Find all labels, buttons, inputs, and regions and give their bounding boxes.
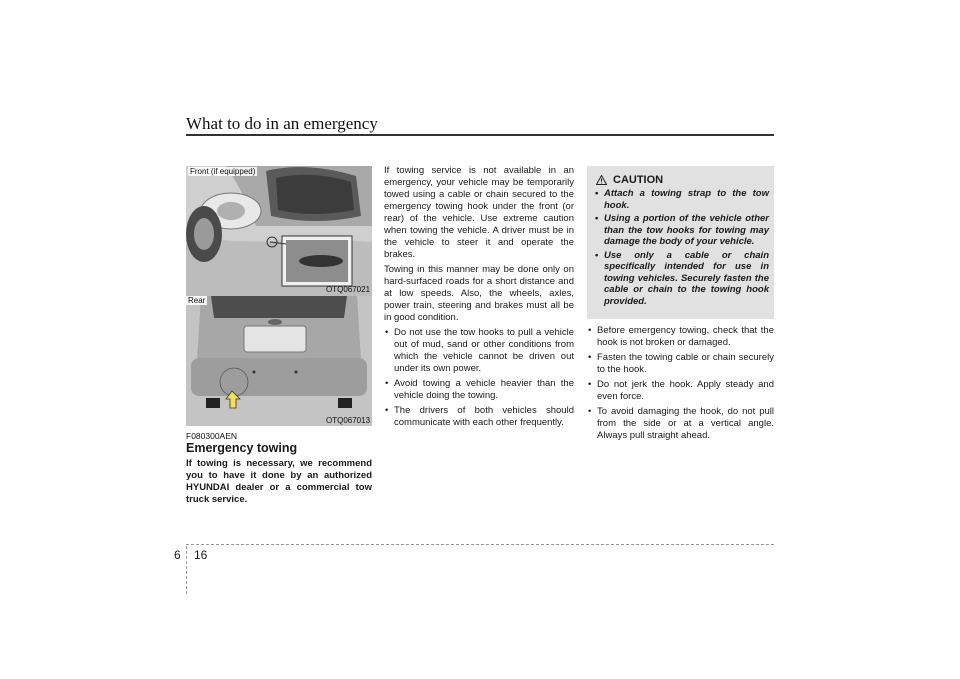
caution-box [587, 166, 774, 319]
front-tow-hook-figure [186, 166, 372, 296]
list-item: • Using a portion of the vehicle other than the tow hooks for towing may damage the body of your vehicle. [594, 213, 769, 248]
list-item: • The drivers of both vehicles should communicate with each other frequently. [384, 405, 574, 429]
rear-figure-code: OTQ067013 [326, 416, 371, 425]
caution-list [594, 188, 769, 307]
hook-usage-list [587, 325, 774, 442]
header-rule [186, 134, 774, 136]
list-item: • Attach a towing strap to the tow hook. [594, 188, 769, 211]
list-item: • Fasten the towing cable or chain securely to the hook. [587, 352, 774, 376]
caution-title: CAUTION [613, 174, 664, 186]
front-figure-code: OTQ067021 [326, 285, 371, 294]
middle-column [384, 165, 574, 432]
list-item: • Do not use the tow hooks to pull a vehicle out of mud, sand or other conditions from which the vehicle cannot be driven out under its own power. [384, 327, 574, 375]
footer-rule [186, 544, 774, 545]
page-number: 16 [194, 548, 208, 562]
warning-triangle-icon [596, 175, 607, 185]
rear-figure-label: Rear [188, 296, 206, 305]
footer-divider [186, 546, 187, 594]
rear-tow-hook-figure [186, 296, 372, 426]
towing-precautions-list [384, 327, 574, 429]
list-item: • To avoid damaging the hook, do not pull from the side or at a vertical angle. Always pull straight ahead. [587, 406, 774, 442]
front-vehicle-illustration [186, 166, 372, 296]
section-intro: If towing is necessary, we recommend you to have it done by an authorized HYUNDAI dealer or a commercial tow truck service. [186, 458, 372, 505]
right-column [587, 325, 774, 445]
caution-header [594, 174, 769, 186]
list-item: • Before emergency towing, check that the hook is not broken or damaged. [587, 325, 774, 349]
towing-paragraph-2: Towing in this manner may be done only on hard-surfaced roads for a short distance and at low speeds. Also, the wheels, axles, power train, steering and brakes must all be in good condition. [384, 264, 574, 323]
rear-vehicle-illustration [186, 296, 372, 426]
list-item: • Avoid towing a vehicle heavier than the vehicle doing the towing. [384, 378, 574, 402]
list-item: • Use only a cable or chain specifically intended for use in towing vehicles. Securely fasten the cable or chain to the towing hook provided. [594, 250, 769, 308]
front-figure-label: Front (if equipped) [190, 167, 256, 176]
chapter-number: 6 [174, 548, 181, 562]
section-title: Emergency towing [186, 441, 298, 455]
section-code: F080300AEN [186, 431, 238, 441]
list-item: • Do not jerk the hook. Apply steady and even force. [587, 379, 774, 403]
page-header-title: What to do in an emergency [186, 114, 378, 133]
towing-paragraph-1: If towing service is not available in an emergency, your vehicle may be temporarily towed using a cable or chain secured to the emergency towing hook under the front (or rear) of the vehicle. Use extreme caution when towing the vehicle. A driver must be in the vehicle to steer it and operate the brakes. [384, 165, 574, 260]
